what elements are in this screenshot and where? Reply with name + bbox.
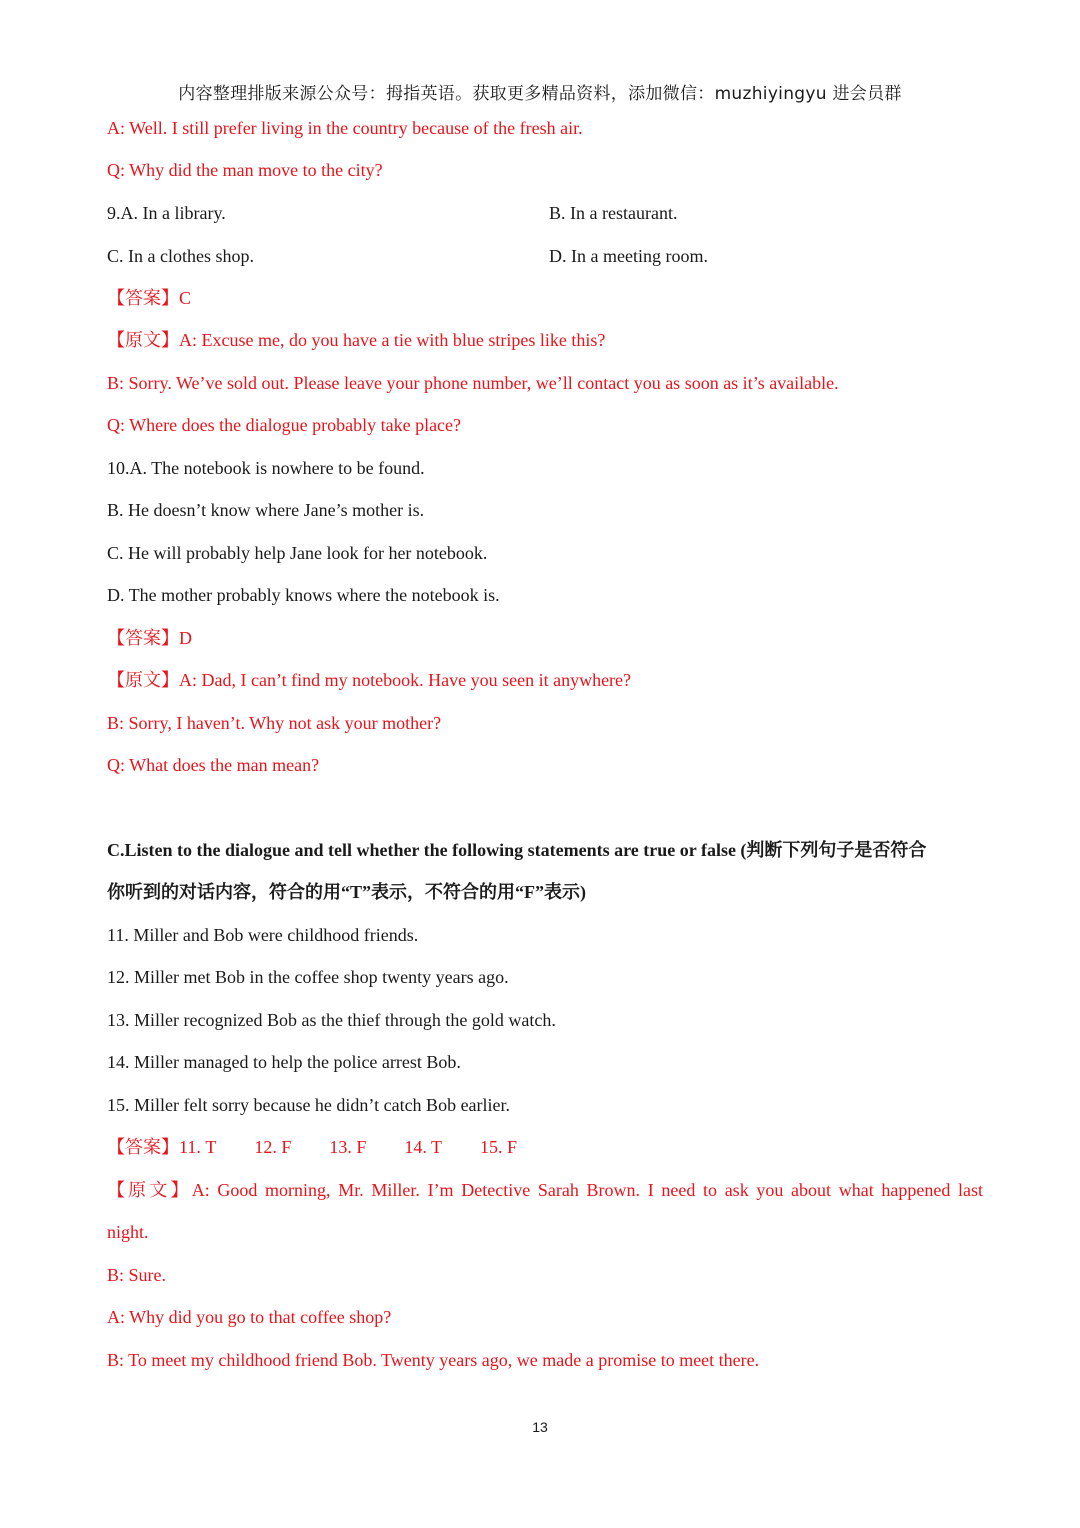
answer-12: 12. F: [254, 1137, 292, 1157]
script-tag: 【原文】: [107, 1180, 192, 1200]
page-number: 13: [532, 1419, 548, 1435]
q10-option-b: B. He doesn’t know where Jane’s mother is.: [107, 500, 425, 520]
section-c-script-line-3: B: Sure.: [107, 1265, 167, 1285]
statement-13: 13. Miller recognized Bob as the thief through the gold watch.: [107, 1010, 556, 1030]
script-text: A: Good morning, Mr. Miller. I’m Detective Sarah Brown. I need to ask you about what happened last: [191, 1180, 984, 1200]
q9-option-a: 9.A. In a library.: [107, 203, 226, 223]
q10-script-b: B: Sorry, I haven’t. Why not ask your mother?: [107, 713, 442, 733]
answer-11: 11. T: [179, 1137, 217, 1157]
q10-script-question: Q: What does the man mean?: [107, 755, 320, 775]
q9-option-b: B. In a restaurant.: [549, 203, 678, 223]
section-c-script-line-2: night.: [107, 1222, 149, 1242]
q10-option-c: C. He will probably help Jane look for her notebook.: [107, 543, 488, 563]
answer-tag: 【答案】: [107, 628, 179, 648]
script-tag: 【原文】: [107, 330, 179, 350]
page-header: 内容整理排版来源公众号：拇指英语。获取更多精品资料，添加微信：muzhiyingyu 进会员群: [178, 84, 902, 104]
section-c-heading-line1: C.Listen to the dialogue and tell whether the following statements are true or false (判断下列句子是否符合: [107, 840, 927, 860]
answer-value: D: [179, 628, 192, 648]
section-c-script-line-4: A: Why did you go to that coffee shop?: [107, 1307, 392, 1327]
statement-15: 15. Miller felt sorry because he didn’t catch Bob earlier.: [107, 1095, 511, 1115]
statement-11: 11. Miller and Bob were childhood friends.: [107, 925, 419, 945]
script-text: A: Excuse me, do you have a tie with blue stripes like this?: [179, 330, 606, 350]
q9-answer: [107, 286, 191, 310]
answer-15: 15. F: [480, 1137, 518, 1157]
q8-script-line-a: A: Well. I still prefer living in the country because of the fresh air.: [107, 118, 583, 138]
answer-tag: 【答案】: [107, 288, 179, 308]
q8-script-question: Q: Why did the man move to the city?: [107, 160, 383, 180]
answer-13: 13. F: [329, 1137, 367, 1157]
section-c-script-line-1: [107, 1178, 983, 1202]
answer-14: 14. T: [404, 1137, 443, 1157]
q9-option-c: C. In a clothes shop.: [107, 246, 254, 266]
section-c-script-line-5: B: To meet my childhood friend Bob. Twenty years ago, we made a promise to meet there.: [107, 1350, 760, 1370]
section-c-heading-line2: 你听到的对话内容，符合的用“T”表示，不符合的用“F”表示): [107, 882, 586, 902]
q10-option-a: 10.A. The notebook is nowhere to be found.: [107, 458, 425, 478]
q9-script-question: Q: Where does the dialogue probably take place?: [107, 415, 462, 435]
statement-12: 12. Miller met Bob in the coffee shop twenty years ago.: [107, 967, 509, 987]
q9-script-a: [107, 328, 605, 352]
script-text: A: Dad, I can’t find my notebook. Have you seen it anywhere?: [179, 670, 632, 690]
answer-value: C: [179, 288, 192, 308]
script-tag: 【原文】: [107, 670, 179, 690]
q9-option-d: D. In a meeting room.: [549, 246, 708, 266]
q10-answer: [107, 626, 192, 650]
q9-script-b: B: Sorry. We’ve sold out. Please leave your phone number, we’ll contact you as soon as it’s available.: [107, 373, 839, 393]
section-c-answers: [107, 1135, 517, 1159]
q10-script-a: [107, 668, 631, 692]
statement-14: 14. Miller managed to help the police arrest Bob.: [107, 1052, 461, 1072]
answer-tag: 【答案】: [107, 1137, 179, 1157]
q10-option-d: D. The mother probably knows where the notebook is.: [107, 585, 500, 605]
